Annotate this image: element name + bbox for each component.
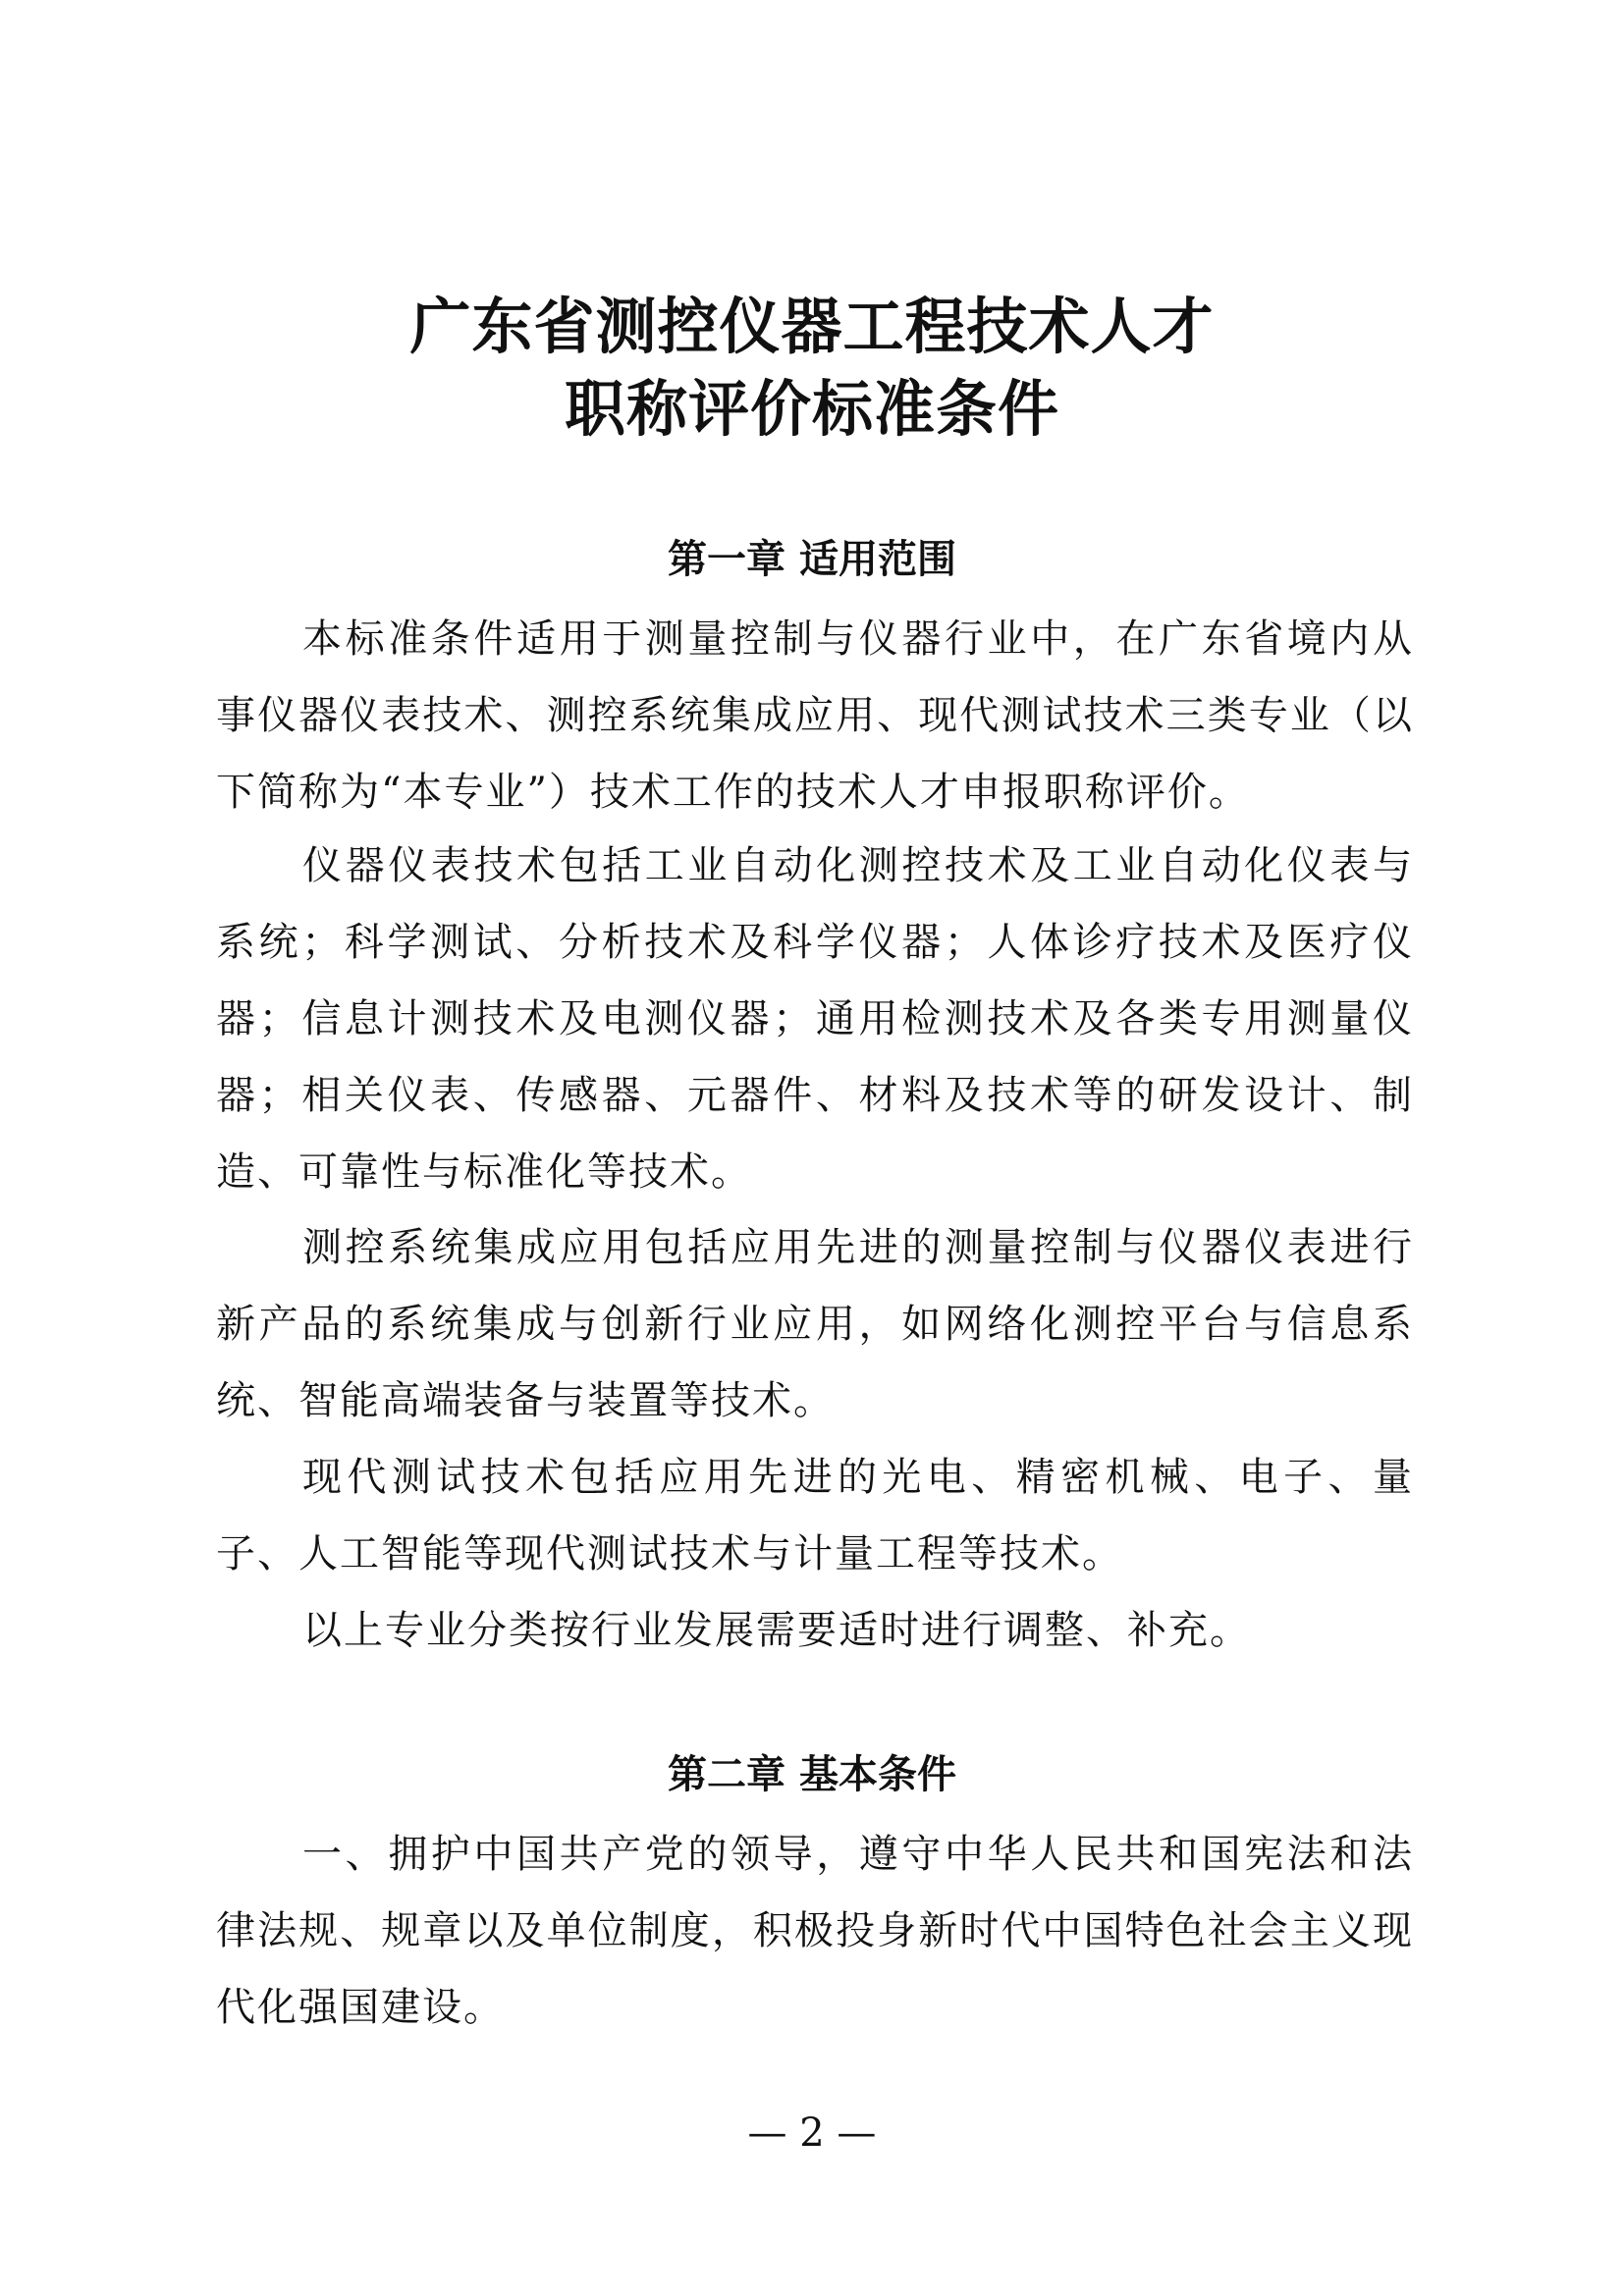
chapter-2-heading: 第二章 基本条件 <box>668 1752 956 1797</box>
chapter-2-paragraph-1: 一、拥护中国共产党的领导，遵守中华人民共和国宪法和法律法规、规章以及单位制度，积极投身新时代中国特色社会主义现代化强国建设。 <box>216 1832 1414 2030</box>
document-title-line-2: 职称评价标准条件 <box>564 373 1059 445</box>
chapter-1-paragraph-4: 现代测试技术包括应用先进的光电、精密机械、电子、量子、人工智能等现代测试技术与计量工程等技术。 <box>216 1455 1414 1576</box>
chapter-1-paragraph-3: 测控系统集成应用包括应用先进的测量控制与仪器仪表进行新产品的系统集成与创新行业应用，如网络化测控平台与信息系统、智能高端装备与装置等技术。 <box>216 1225 1414 1423</box>
chapter-1-paragraph-2: 仪器仪表技术包括工业自动化测控技术及工业自动化仪表与系统；科学测试、分析技术及科学仪器；人体诊疗技术及医疗仪器；信息计测技术及电测仪器；通用检测技术及各类专用测量仪器；相关仪表、传感器、元器件、材料及技术等的研发设计、制造、可靠性与标准化等技术。 <box>216 843 1414 1195</box>
document-title-line-1: 广东省测控仪器工程技术人才 <box>409 291 1215 362</box>
chapter-1-paragraph-5: 以上专业分类按行业发展需要适时进行调整、补充。 <box>302 1608 1251 1653</box>
chapter-1-paragraph-1: 本标准条件适用于测量控制与仪器行业中，在广东省境内从事仪器仪表技术、测控系统集成应用、现代测试技术三类专业（以下简称为“本专业”）技术工作的技术人才申报职称评价。 <box>216 616 1414 815</box>
chapter-1-heading: 第一章 适用范围 <box>668 537 956 582</box>
page-number: — 2 — <box>747 2110 877 2156</box>
